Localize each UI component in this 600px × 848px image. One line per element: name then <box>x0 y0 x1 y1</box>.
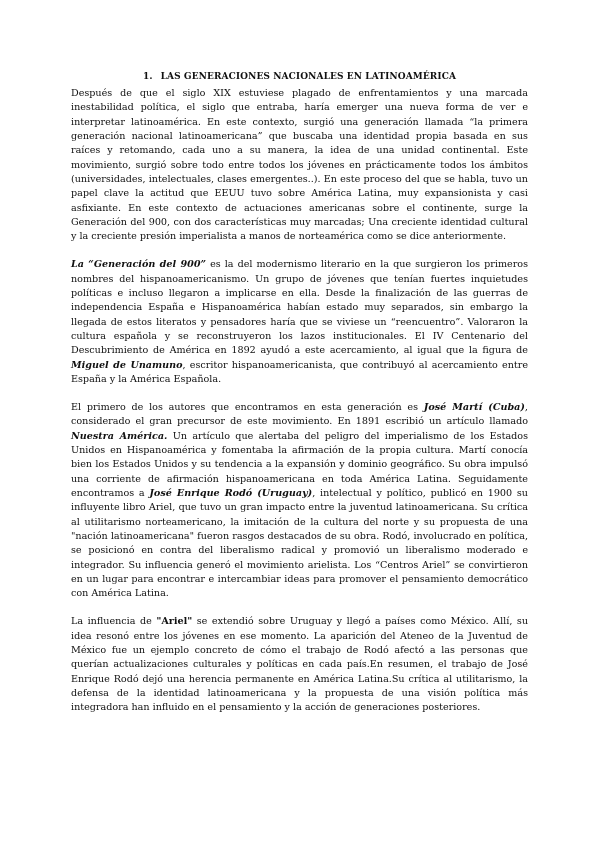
paragraph-text: , escritor hispanoamericanista, que contribuyó al acercamiento entre España y la América Española. <box>71 359 528 386</box>
paragraph-marti-rodo <box>71 401 528 602</box>
title-nuestra-america: Nuestra América. <box>71 430 168 442</box>
paragraph-generacion-900 <box>71 258 528 387</box>
name-unamuno: Miguel de Unamuno <box>71 359 183 371</box>
paragraph-ariel <box>71 615 528 715</box>
heading-text: LAS GENERACIONES NACIONALES EN LATINOAMÉRICA <box>160 72 457 82</box>
title-ariel: "Ariel" <box>156 616 193 628</box>
paragraph-context: Después de que el siglo XIX estuviese plagado de enfrentamientos y una marcada inestabilidad política, el siglo que entraba, haría emerger una nueva forma de ver e interpretar latinoamérica. En este contexto, surgió una generación llamada “la primera generación nacional latinoamericana” que buscaba una identidad propia basada en sus raíces y retomando, cada uno a su manera, la idea de una unidad continental. Este movimiento, surgió sobre todo entre todos los jóvenes en prácticamente todos los ámbitos (universidades, intelectuales, clases emergentes..). En este proceso del que se habla, tuvo un papel clave la actitud que EEUU tuvo sobre América Latina, muy expansionista y casi asfixiante. En este contexto de actuaciones americanas sobre el continente, surge la Generación del 900, con dos características muy marcadas; Una creciente identidad cultural y la creciente presión imperialista a manos de norteamérica como se dice anteriormente. <box>71 88 528 243</box>
paragraph-text: El primero de los autores que encontramos en esta generación es <box>71 401 424 413</box>
heading-number: 1. <box>142 72 153 82</box>
paragraph-text: , intelectual y político, publicó en 1900 su influyente libro Ariel, que tuvo un gran impacto entre la juventud latinoamericana. Su crítica al utilitarismo norteamericano, la imitación de la cultura del norte y su propuesta de una "nación latinoamericana" fueron rasgos destacados de su obra. Rodó, involucrado en política, se posicionó en contra del liberalismo radical y promovió un liberalismo moderado e integrador. Su influencia generó el movimiento arielista. Los “Centros Ariel” se convirtieron en un lugar para encontrar e intercambiar ideas para promover el pensamiento democrático con América Latina. <box>71 487 528 600</box>
paragraph-text: es la del modernismo literario en la que surgieron los primeros nombres del hispanoamericanismo. Un grupo de jóvenes que tenían fuertes inquietudes políticas e incluso llegaron a implicarse en ella. Desde la finalización de las guerras de independencia España e Hispanoamérica habían estado muy separados, sin embargo la llegada de estos literatos y pensadores haría que se viviese un “reencuentro”. Valoraron la cultura española y se reconstruyeron los lazos institucionales. El IV Centenario del Descubrimiento de América en 1892 ayudó a este acercamiento, al igual que la figura de <box>71 259 528 357</box>
name-marti: José Martí (Cuba) <box>423 401 525 413</box>
term-generacion-900: La “Generación del 900” <box>71 259 207 271</box>
paragraph-text: La influencia de <box>71 616 157 628</box>
paragraph-text: Un artículo que alertaba del peligro del imperialismo de los Estados Unidos en Hispanoamérica y fomentaba la afirmación de la propia cultura. Martí conocía bien los Estados Unidos y su tendencia a la expansión y dominio geográfico. Su obra impulsó una corriente de afirmación hispanoamericana en toda América Latina. Seguidamente encontramos a <box>71 430 529 499</box>
paragraph-text: se extendió sobre Uruguay y llegó a países como México. Allí, su idea resonó entre los jóvenes en ese momento. La aparición del Ateneo de la Juventud de México fue un ejemplo concreto de cómo el trabajo de Rodó afectó a las personas que querían actualizaciones culturales y políticas en cada país.En resumen, el trabajo de José Enrique Rodó dejó una herencia permanente en América Latina.Su crítica al utilitarismo, la defensa de la identidad latinoamericana y la propuesta de una visión política más integradora han influido en el pensamiento y la acción de generaciones posteriores. <box>71 616 528 714</box>
section-heading <box>71 71 528 84</box>
name-rodo: José Enrique Rodó (Uruguay) <box>149 487 313 499</box>
paragraph-text: , considerado el gran precursor de este movimiento. En 1891 escribió un artículo llamado <box>71 401 528 428</box>
